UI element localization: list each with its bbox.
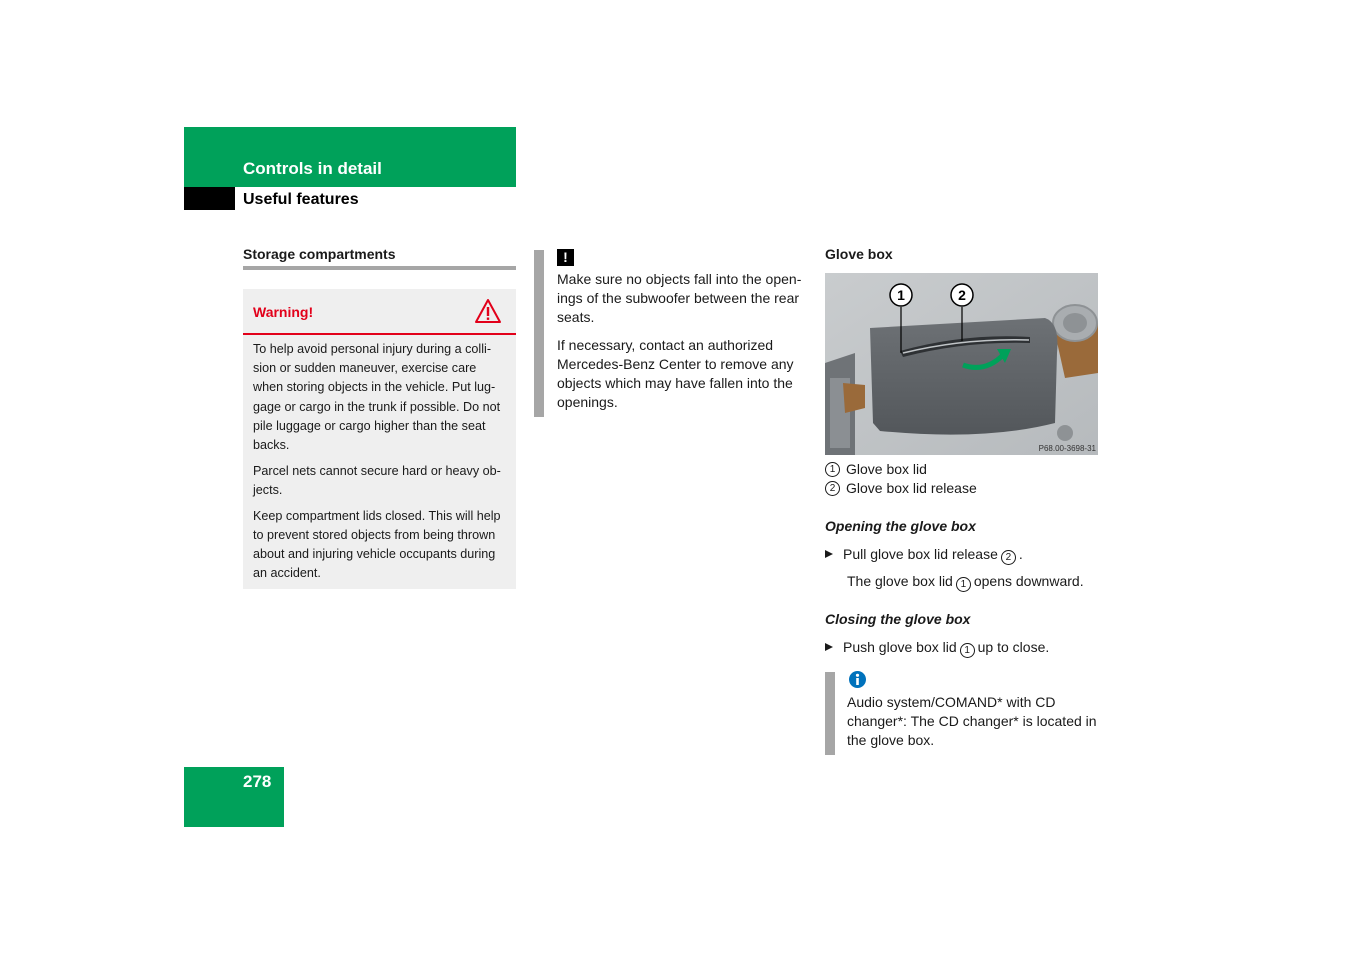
callout-number: 2 xyxy=(1001,550,1016,565)
section-marker xyxy=(184,187,235,210)
notice-paragraph: If necessary, contact an authorized Mercedes-Benz Center to remove any objects which may have fallen into the openings. xyxy=(557,337,794,410)
glove-box-photo xyxy=(825,273,1098,455)
warning-label: Warning! xyxy=(253,304,314,320)
step-text: . xyxy=(1018,546,1023,562)
figure-legend xyxy=(825,460,977,498)
opening-heading: Opening the glove box xyxy=(825,518,976,534)
chapter-title: Controls in detail xyxy=(243,159,382,178)
legend-item xyxy=(825,460,977,479)
callout-number: 1 xyxy=(825,462,840,477)
glove-box-heading: Glove box xyxy=(825,246,893,262)
callout-number: 1 xyxy=(956,577,971,592)
heading-rule xyxy=(243,266,516,270)
result-text: The glove box lid xyxy=(847,573,953,589)
warning-paragraph: Parcel nets cannot secure hard or heavy ob-jects. xyxy=(253,463,501,497)
step-arrow-icon xyxy=(825,643,833,651)
storage-heading: Storage compartments xyxy=(243,246,396,262)
figure-code: P68.00-3698-31 xyxy=(1038,444,1096,453)
warning-text xyxy=(253,340,509,590)
opening-step xyxy=(825,545,1023,565)
info-text: Audio system/COMAND* with CD changer*: The CD changer* is located in the glove box. xyxy=(847,694,1097,748)
warning-paragraph: To help avoid personal injury during a colli-sion or sudden maneuver, exercise care when storing objects in the vehicle. Put lug-gage or cargo in the trunk if possible. Do not pile luggage or cargo higher than the seat backs. xyxy=(253,342,501,453)
callout-number: 2 xyxy=(825,481,840,496)
legend-text: Glove box lid release xyxy=(846,480,977,496)
warning-rule xyxy=(243,333,516,335)
notice-bar xyxy=(534,250,544,417)
info-icon xyxy=(849,671,866,688)
exclamation-icon: ! xyxy=(557,249,574,266)
closing-step xyxy=(825,638,1049,658)
legend-item xyxy=(825,479,977,498)
opening-result xyxy=(847,572,1084,592)
step-text: Push glove box lid xyxy=(843,639,957,655)
warning-triangle-icon xyxy=(474,298,502,324)
figure-callout-2: 2 xyxy=(958,287,966,303)
legend-text: Glove box lid xyxy=(846,461,927,477)
notice-paragraph: Make sure no objects fall into the open-ings of the subwoofer between the rear seats. xyxy=(557,271,802,325)
info-bar xyxy=(825,672,835,755)
step-text: Pull glove box lid release xyxy=(843,546,998,562)
notice-text xyxy=(557,270,809,421)
warning-paragraph: Keep compartment lids closed. This will help to prevent stored objects from being thrown about and injuring vehicle occupants during an accident. xyxy=(253,508,501,581)
page-number: 278 xyxy=(243,772,272,791)
result-text: opens downward. xyxy=(973,573,1084,589)
step-arrow-icon xyxy=(825,550,833,558)
closing-heading: Closing the glove box xyxy=(825,611,971,627)
figure-callout-1: 1 xyxy=(897,287,905,303)
step-text: up to close. xyxy=(977,639,1050,655)
callout-number: 1 xyxy=(960,643,975,658)
section-title: Useful features xyxy=(243,191,359,208)
